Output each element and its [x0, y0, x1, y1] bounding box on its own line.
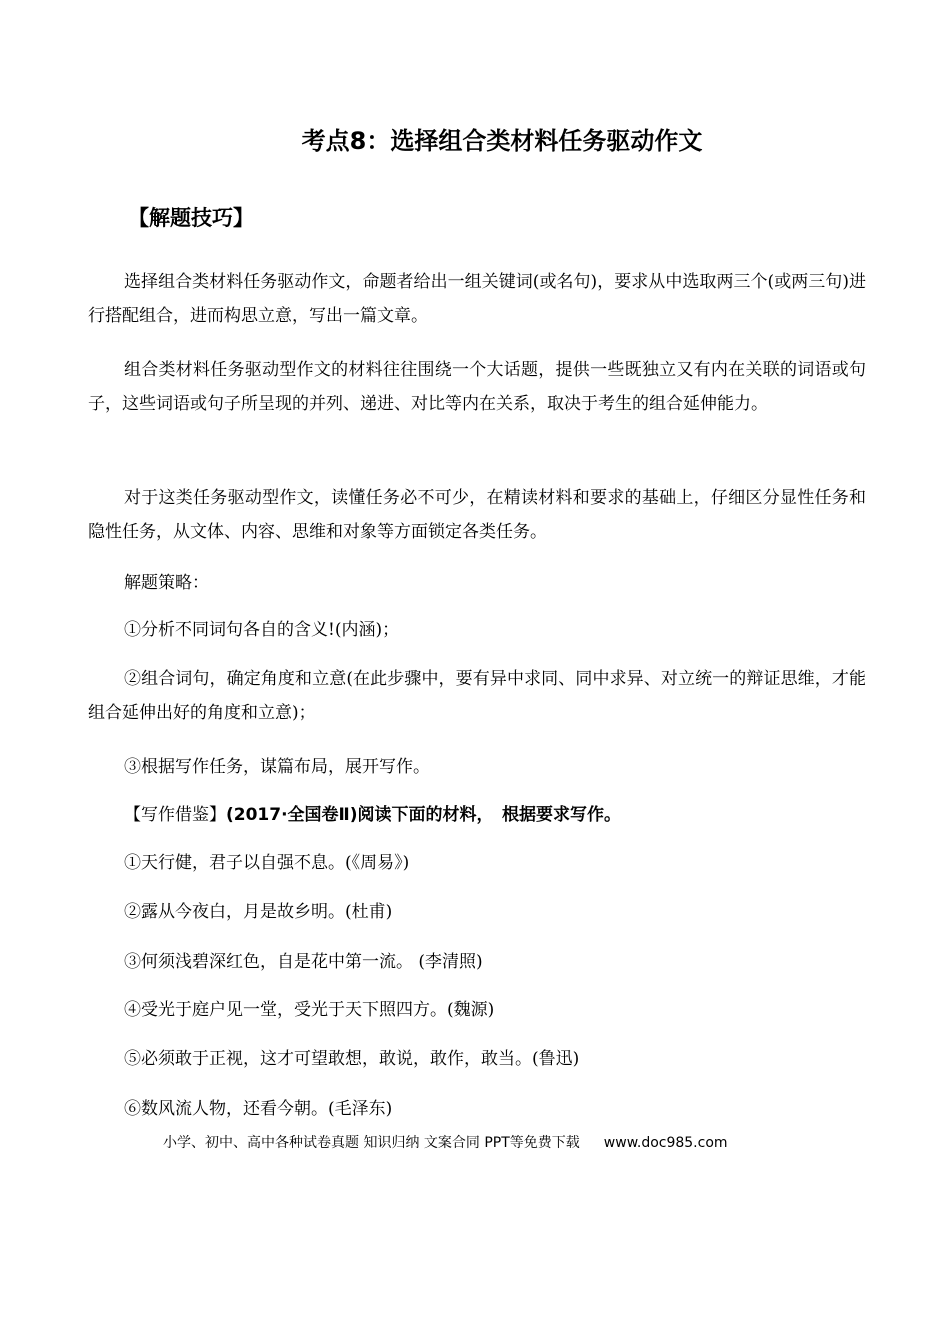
reference-source: (2017·全国卷Ⅱ)阅读下面的材料， 根据要求写作。: [226, 805, 622, 825]
reference-line: [124, 798, 621, 832]
paragraph-strategy-2: ②组合词句，确定角度和立意(在此步骤中，要有异中求同、同中求异、对立统一的辩证思维，才能组合延伸出好的角度和立意)；: [88, 669, 866, 723]
paragraph-strategy-label: 解题策略：: [124, 573, 209, 593]
quote-item: ①天行健，君子以自强不息。(《周易》): [124, 853, 410, 873]
paragraph-strategy-3: ③根据写作任务，谋篇布局，展开写作。: [124, 757, 430, 777]
quote-item: ③何须浅碧深红色，自是花中第一流。 (李清照): [124, 952, 483, 972]
quote-item: ②露从今夜白，月是故乡明。(杜甫): [124, 902, 393, 922]
page-footer: [163, 1131, 728, 1155]
reference-label: 【写作借鉴】: [124, 805, 226, 825]
paragraph-strategy-1: ①分析不同词句各自的含义!(内涵)；: [124, 620, 400, 640]
quote-item: ⑤必须敢于正视，这才可望敢想，敢说，敢作，敢当。(鲁迅): [124, 1049, 580, 1069]
footer-url[interactable]: www.doc985.com: [603, 1135, 728, 1151]
page-title: 考点8：选择组合类材料任务驱动作文: [301, 127, 703, 155]
paragraph-material: 组合类材料任务驱动型作文的材料往往围绕一个大话题，提供一些既独立又有内在关联的词语或句子，这些词语或句子所呈现的并列、递进、对比等内在关系，取决于考生的组合延伸能力。: [88, 360, 866, 414]
paragraph-intro: 选择组合类材料任务驱动作文，命题者给出一组关键词(或名句)，要求从中选取两三个(或两三句)进行搭配组合，进而构思立意，写出一篇文章。: [88, 272, 866, 326]
footer-text: 小学、初中、高中各种试卷真题 知识归纳 文案合同 PPT等免费下载: [163, 1135, 580, 1151]
quote-item: ⑥数风流人物，还看今朝。(毛泽东): [124, 1099, 393, 1119]
section-heading: 【解题技巧】: [128, 206, 254, 230]
quote-item: ④受光于庭户见一堂，受光于天下照四方。(魏源): [124, 1000, 495, 1020]
paragraph-task: 对于这类任务驱动型作文，读懂任务必不可少，在精读材料和要求的基础上，仔细区分显性任务和隐性任务，从文体、内容、思维和对象等方面锁定各类任务。: [88, 488, 866, 542]
